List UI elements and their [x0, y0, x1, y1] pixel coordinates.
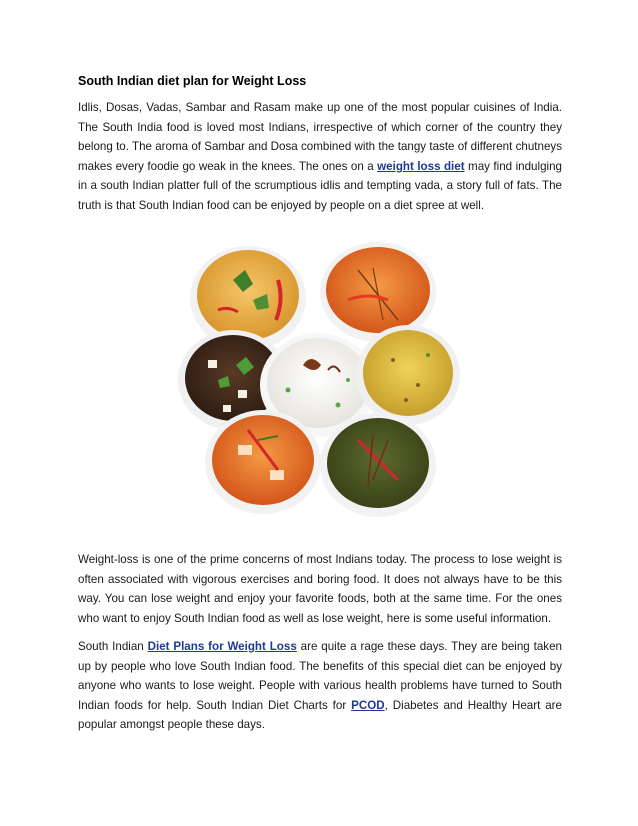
page-title: South Indian diet plan for Weight Loss [78, 74, 307, 88]
intro-text-2: may find indulging in a south Indian platter full of the scrumptious idlis and tempting vada, a story full of fats. The truth is that South Indian food can be enjoyed by people on a diet spree at well. [78, 159, 562, 212]
diet-plans-text-3: , Diabetes and Healthy Heart are popular amongst people these days. [78, 698, 562, 732]
weight-loss-paragraph: Weight-loss is one of the prime concerns of most Indians today. The process to lose weight is often associated with vigorous exercises and boring food. It does not always have to be this way. You can lose weight and enjoy your favorite foods, both at the same time. For the ones who want to enjoy South Indian food as well as lose weight, here is some useful information. [78, 553, 562, 625]
pcod-link[interactable]: PCOD [351, 698, 385, 712]
weight-loss-diet-link[interactable]: weight loss diet [377, 159, 465, 173]
palak-bowl-bottom-right [320, 413, 436, 517]
diet-plans-text-2: are quite a rage these days. They are being taken up by people who love South Indian food. The benefits of this special diet can be enjoyed by anyone who wants to lose weight. People with various health problems have turned to South Indian foods for help. South Indian Diet Charts for [78, 640, 562, 712]
diet-plans-text-1: South Indian [78, 640, 148, 653]
paneer-bowl-bottom-left [205, 410, 321, 514]
pulao-bowl-right [356, 325, 460, 425]
intro-text-1: Idlis, Dosas, Vadas, Sambar and Rasam make up one of the most popular cuisines of India. The South India food is loved most Indians, irrespective of which corner of the country they belong to. The aroma of Sambar and Dosa combined with the tangy taste of different chutneys makes every foodie go weak in the knees. The ones on a [78, 101, 562, 173]
intro-paragraph [78, 98, 562, 216]
diet-plans-link[interactable]: Diet Plans for Weight Loss [147, 640, 297, 653]
diet-plans-paragraph [78, 637, 562, 735]
food-bowls-photo [178, 240, 460, 524]
